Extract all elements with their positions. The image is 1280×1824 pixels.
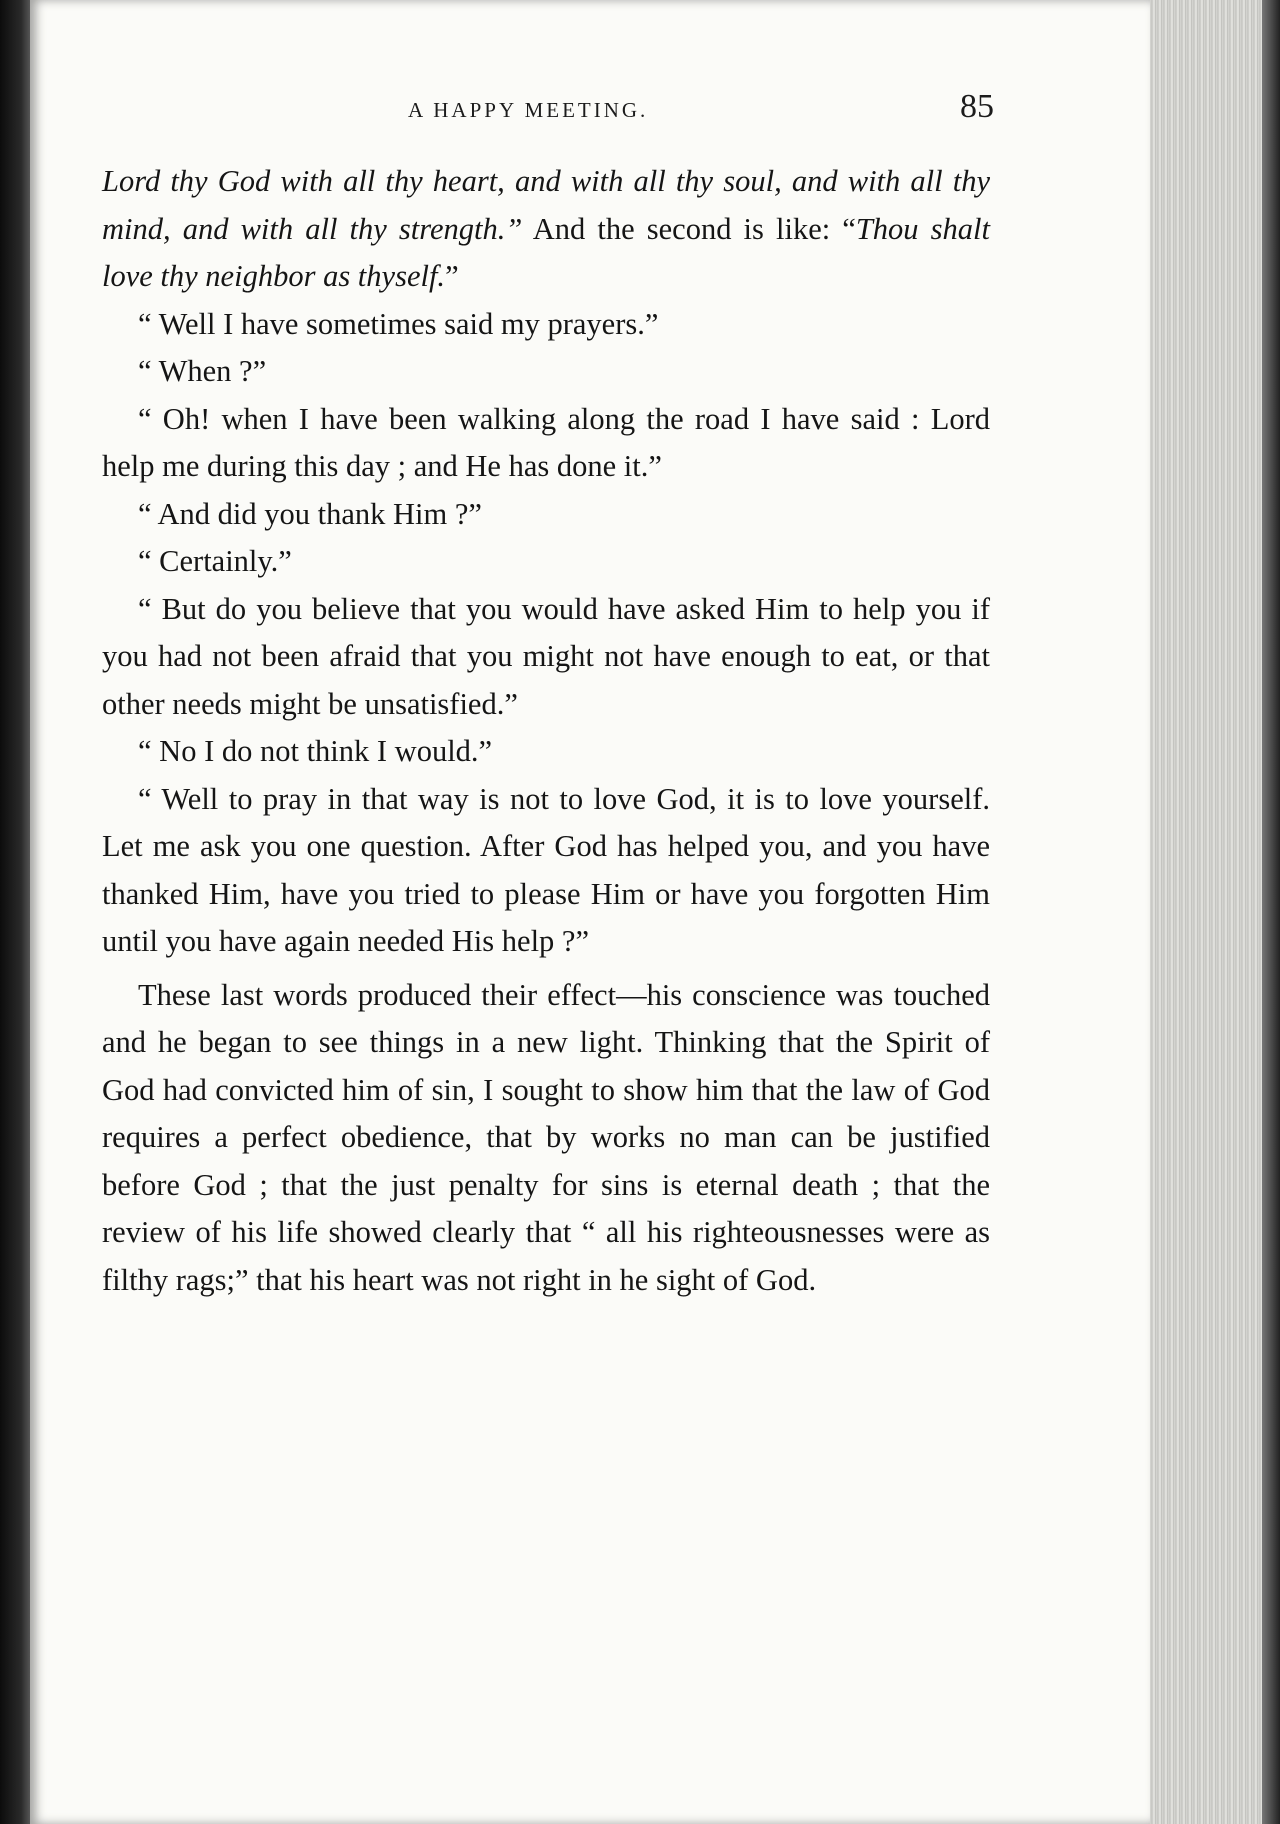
paragraph-3: “ When ?”: [138, 354, 267, 388]
paragraph-6: “ Certainly.”: [138, 544, 292, 578]
page-edges: [1150, 0, 1280, 1824]
paragraph-1: [102, 158, 990, 301]
paragraph-1-italic-a: Lord thy God with all thy heart, and with all thy soul, and with all thy mind, and with all thy strength.”: [102, 164, 990, 246]
paragraph-5: “ And did you thank Him ?”: [138, 496, 482, 531]
paragraph-1-italic-b: Thou shalt love thy neighbor as thyself.: [102, 211, 990, 293]
book-cover-edge: [1262, 0, 1280, 1824]
paragraph-1-end: ”: [445, 259, 459, 293]
page-header: [100, 88, 1000, 138]
paragraph-9: “ Well to pray in that way is not to love God, it is to love yourself. Let me ask you one question. After God has helped you, and you have thanked Him, have you tried to please Him or have you forgotten Him until you have again needed His help ?”: [102, 781, 990, 958]
paragraph-1-roman: And the second is like: “: [532, 211, 856, 246]
paragraph-8: “ No I do not think I would.”: [138, 734, 493, 768]
paragraph-10: These last words produced their effect—his conscience was touched and he began to see things in a new light. Thinking that the Spirit of God had convicted him of sin, I sought to show him that the law of God requires a perfect obedience, that by works no man can be justified before God ; that the just penalty for sins is eternal death ; that the review of his life showed clearly that “ all his righteousnesses were as filthy rags;” that his heart was not right in he sight of God.: [102, 977, 990, 1297]
page-text: [102, 158, 990, 1304]
paragraph-7: “ But do you believe that you would have asked Him to help you if you had not been afraid that you might not have enough to eat, or that other needs might be unsatisfied.”: [102, 591, 990, 721]
page-number: 85: [960, 88, 994, 125]
book-spine-shadow: [0, 0, 30, 1824]
running-head: A HAPPY MEETING.: [408, 98, 649, 122]
paragraph-2: “ Well I have sometimes said my prayers.”: [138, 306, 659, 341]
paragraph-4: “ Oh! when I have been walking along the road I have said : Lord help me during this day ; and He has done it.”: [102, 401, 990, 483]
